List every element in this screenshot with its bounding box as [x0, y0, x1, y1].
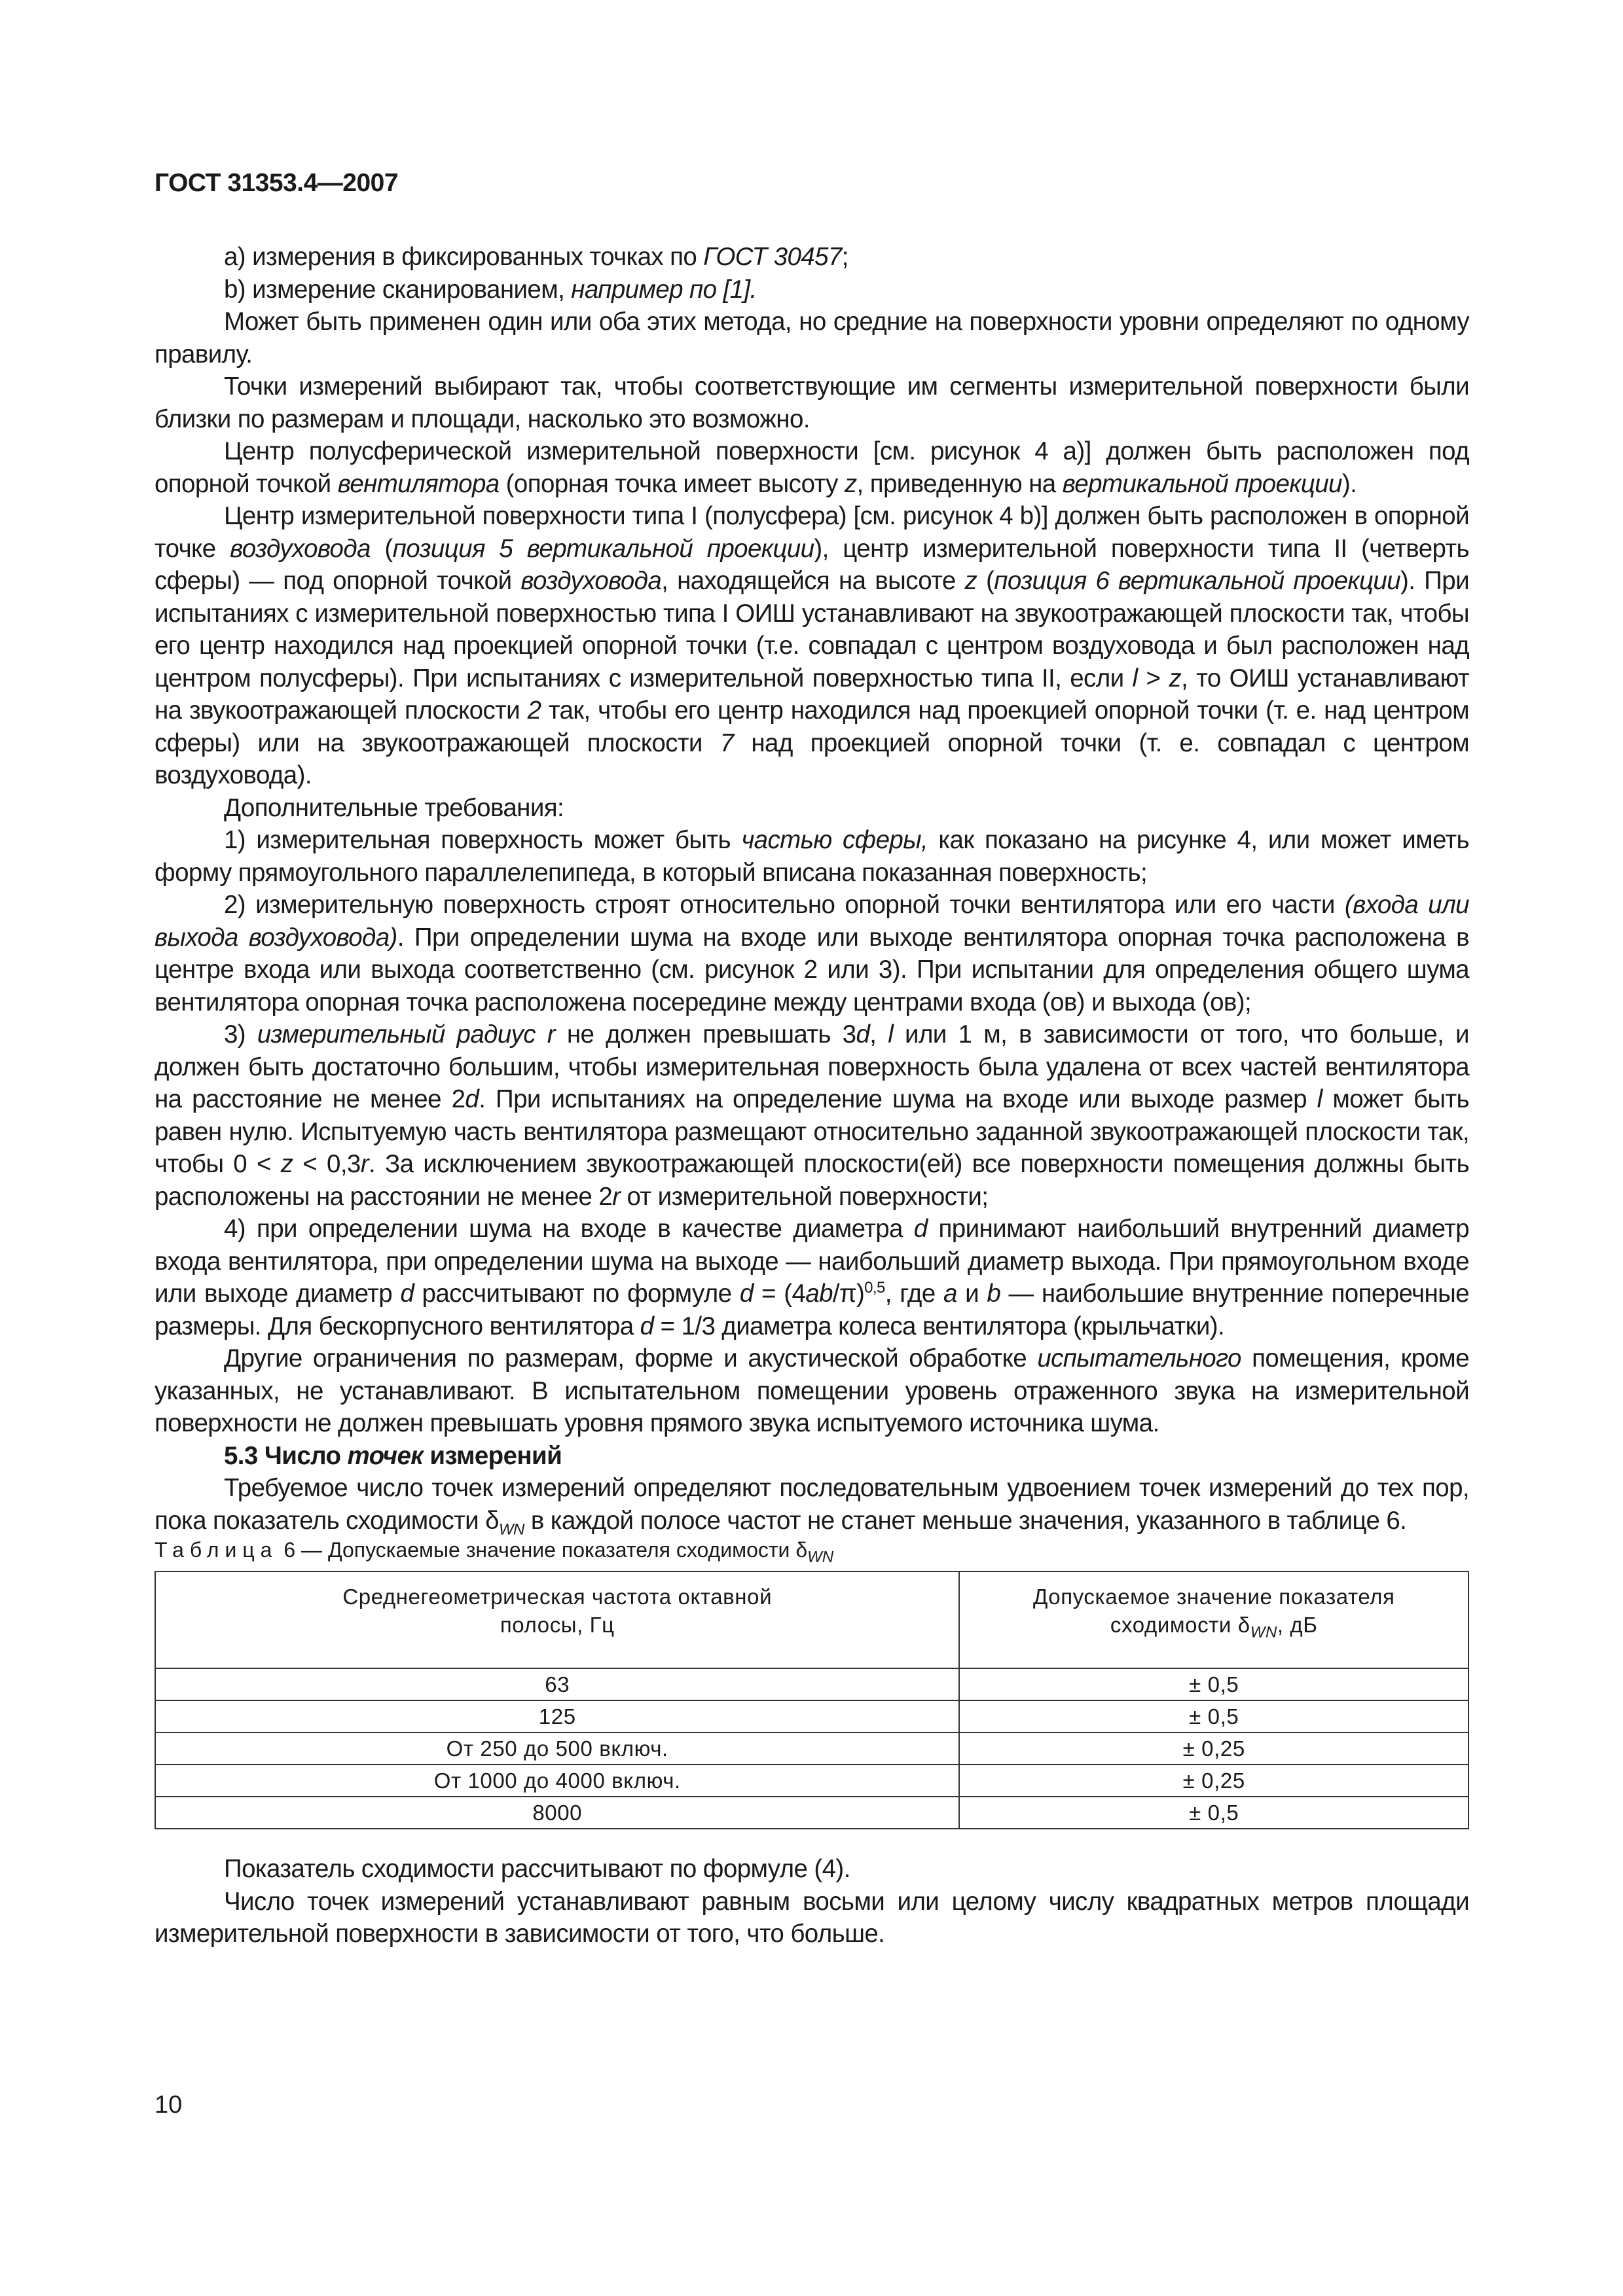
value-cell: ± 0,25 [959, 1732, 1468, 1765]
table-header-row [155, 1571, 1468, 1668]
paragraph: Центр измерительной поверхности типа I (полусфера) [см. рисунок 4 b)] должен быть расположен в опорной точке воздуховода (позиция 5 вертикальной проекции), центр измерительной поверхности типа II (четверть сферы) — под опорной точкой воздуховода, находящейся на высоте z (позиция 6 вертикальной проекции). При испытаниях с измерительной поверхностью типа I ОИШ устанавливают на звукоотражающей плоскости так, чтобы его центр находился над проекцией опорной точки (т.е. совпадал с центром воздуховода и был расположен над центром полусферы). При испытаниях с измерительной поверхностью типа II, если l > z, то ОИШ устанавливают на звукоотражающей плоскости 2 так, чтобы его центр находился над проекцией опорной точки (т. е. над центром сферы) или на звукоотражающей плоскости 7 над проекцией опорной точки (т. е. совпадал с центром воздуховода). [155, 502, 1469, 789]
convergence-table [155, 1571, 1469, 1829]
paragraph: Может быть применен один или оба этих метода, но средние на поверхности уровни определяют по одному правилу. [155, 308, 1469, 368]
list-item: 4) при определении шума на входе в качестве диаметра d принимают наибольший внутренний диаметр входа вентилятора, при определении шума на выходе — наибольший диаметр выхода. При прямоугольном входе или выходе диаметр d рассчитывают по формуле $d = (4ab/\pi)^{0,5}$, где a и b — наибольшие внутренние поперечные размеры. Для бескорпусного вентилятора d = 1/3 диаметра колеса вентилятора (крыльчатки). [155, 1215, 1469, 1340]
paragraph: Показатель сходимости рассчитывают по формуле (4). [224, 1855, 850, 1883]
paragraph: а) измерения в фиксированных точках по ГОСТ 30457; [224, 243, 848, 271]
paragraph: Число точек измерений устанавливают равным восьми или целому числу квадратных метров площади измерительной поверхности в зависимости от того, что больше. [155, 1887, 1469, 1948]
paragraph: Центр полусферической измерительной поверхности [см. рисунок 4 а)] должен быть расположен под опорной точкой вентилятора (опорная точка имеет высоту z, приведенную на вертикальной проекции). [155, 437, 1469, 498]
paragraph: Другие ограничения по размерам, форме и акустической обработке испытательного помещения, кроме указанных, не устанавливают. В испытательном помещении уровень отраженного звука на измерительной поверхности не должен превышать уровня прямого звука испытуемого источника шума. [155, 1344, 1469, 1437]
frequency-cell: 125 [155, 1700, 959, 1732]
column-header-value: Допускаемое значение показателя сходимости $\delta_{WN}$, дБ [959, 1571, 1468, 1668]
table-row [155, 1765, 1468, 1797]
table-row [155, 1668, 1468, 1700]
table-caption: Таблица 6 — Допускаемые значение показателя сходимости $\delta_{WN}$ [155, 1538, 834, 1566]
value-cell: ± 0,25 [959, 1765, 1468, 1797]
document-body [155, 241, 1469, 1950]
column-header-frequency: Среднегеометрическая частота октавной полосы, Гц [155, 1571, 959, 1668]
value-cell: ± 0,5 [959, 1668, 1468, 1700]
frequency-cell: От 250 до 500 включ. [155, 1732, 959, 1765]
table-row [155, 1732, 1468, 1765]
section-heading: 5.3 Число точек измерений [224, 1441, 562, 1470]
table-row [155, 1797, 1468, 1829]
document-header: ГОСТ 31353.4—2007 [155, 169, 399, 197]
paragraph: b) измерение сканированием, например по [1]. [224, 275, 757, 304]
list-item: 2) измерительную поверхность строят относительно опорной точки вентилятора или его части (входа или выхода воздуховода). При определении шума на входе или выходе вентилятора опорная точка расположена в центре входа или выхода соответственно (см. рисунок 2 или 3). При испытании для определения общего шума вентилятора опорная точка расположена посередине между центрами входа (ов) и выхода (ов); [155, 891, 1469, 1016]
list-item: 3) измерительный радиус r не должен превышать 3d, l или 1 м, в зависимости от того, что больше, и должен быть достаточно большим, чтобы измерительная поверхность была удалена от всех частей вентилятора на расстояние не менее 2d. При испытаниях на определение шума на входе или выходе размер l может быть равен нулю. Испытуемую часть вентилятора размещают относительно заданной звукоотражающей плоскости так, чтобы 0 < z < 0,3r. За исключением звукоотражающей плоскости(ей) все поверхности помещения должны быть расположены на расстоянии не менее 2r от измерительной поверхности; [155, 1020, 1469, 1211]
paragraph: Точки измерений выбирают так, чтобы соответствующие им сегменты измерительной поверхности были близки по размерам и площади, насколько это возможно. [155, 372, 1469, 433]
page-number: 10 [155, 2091, 183, 2119]
frequency-cell: 8000 [155, 1797, 959, 1829]
value-cell: ± 0,5 [959, 1700, 1468, 1732]
frequency-cell: От 1000 до 4000 включ. [155, 1765, 959, 1797]
list-item: 1) измерительная поверхность может быть частью сферы, как показано на рисунке 4, или может иметь форму прямоугольного параллелепипеда, в который вписана показанная поверхность; [155, 826, 1470, 887]
paragraph: Дополнительные требования: [224, 793, 564, 822]
value-cell: ± 0,5 [959, 1797, 1468, 1829]
table-row [155, 1700, 1468, 1732]
frequency-cell: 63 [155, 1668, 959, 1700]
paragraph: Требуемое число точек измерений определяют последовательным удвоением точек измерений до тех пор, пока показатель сходимости $\delta_{WN}$ в каждой полосе частот не станет меньше значения, указанного в таблице 6. [155, 1474, 1469, 1539]
